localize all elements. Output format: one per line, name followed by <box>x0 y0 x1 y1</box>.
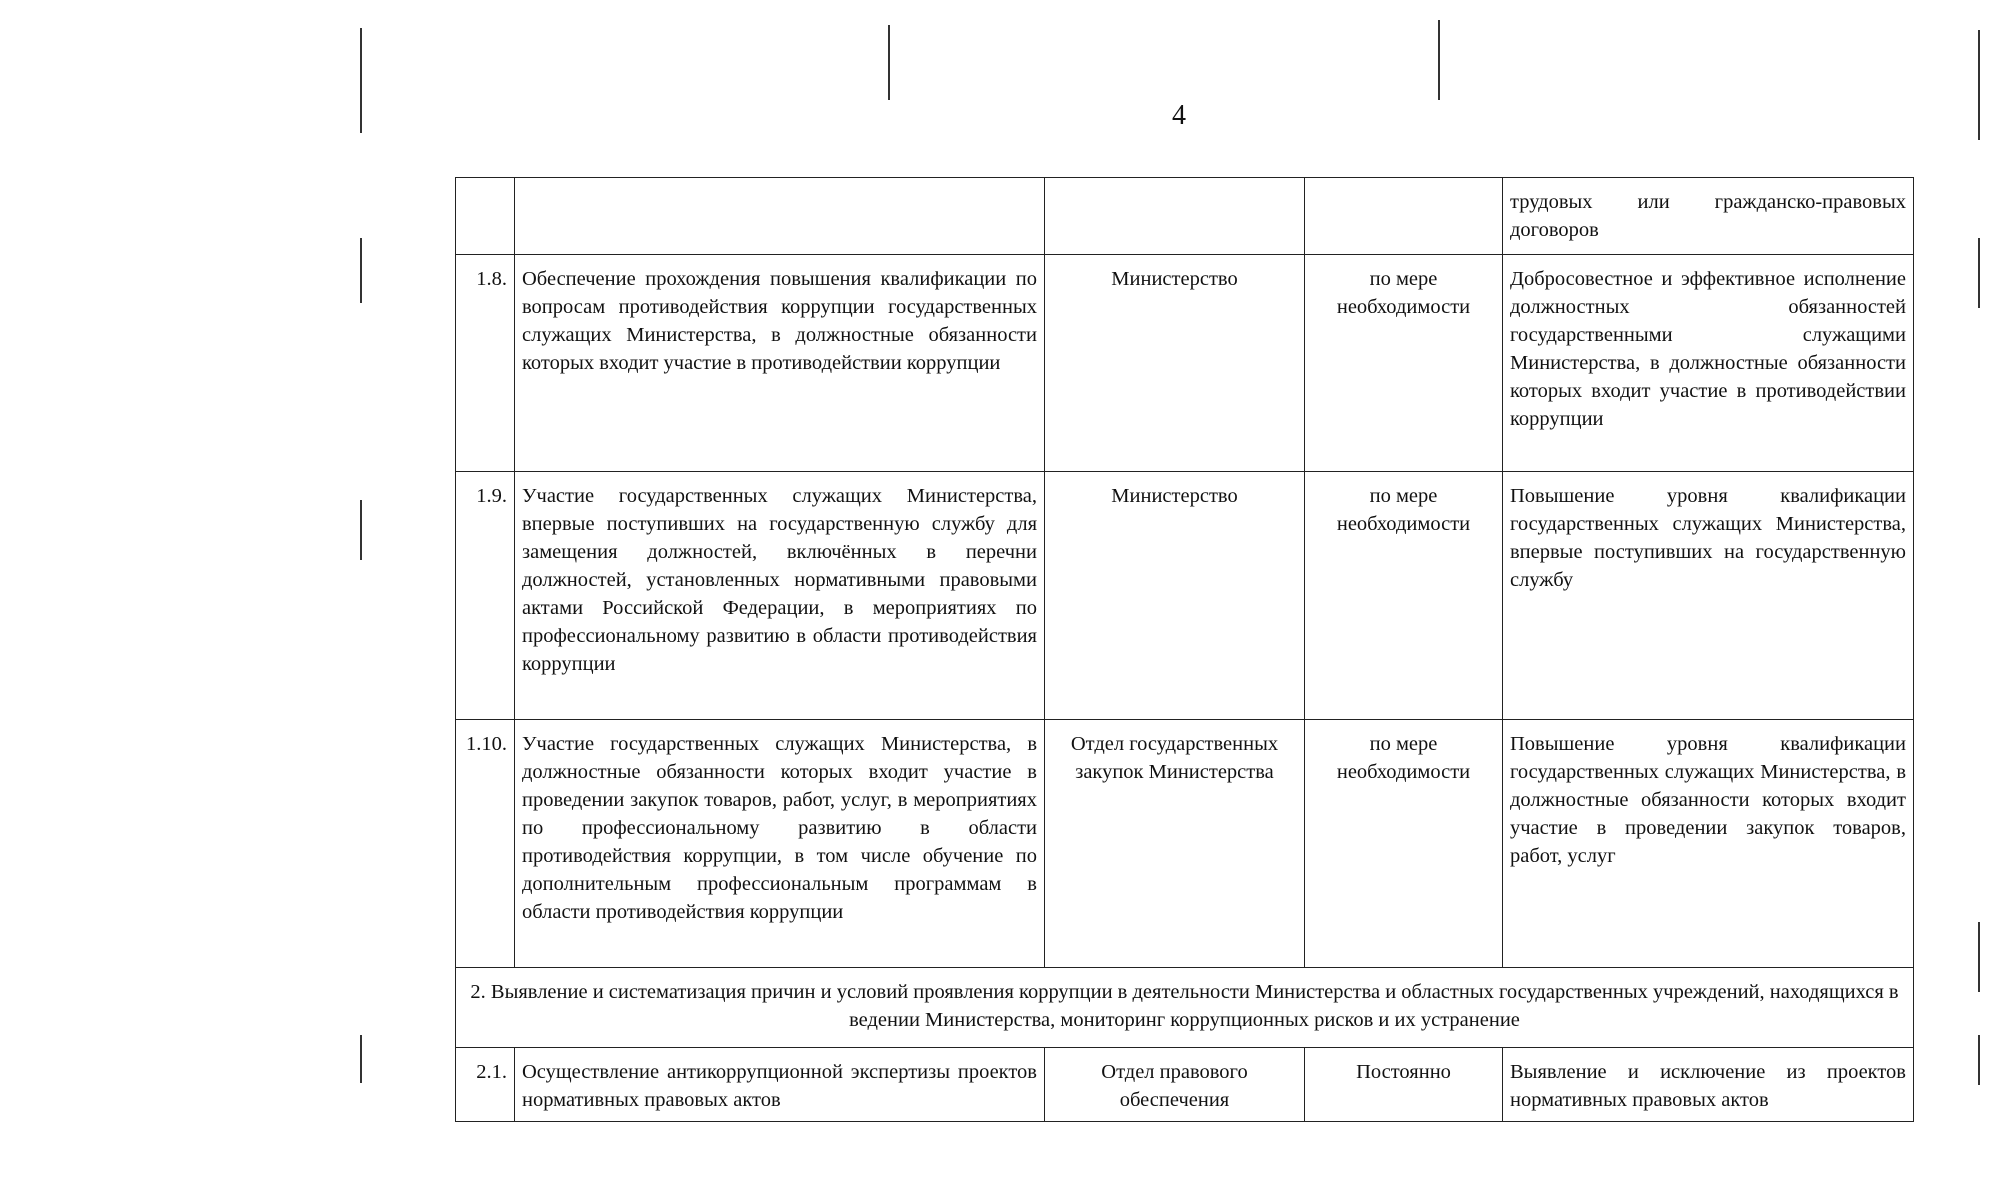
term-cell: по мере необходимости <box>1305 472 1503 720</box>
term-cell: по мере необходимости <box>1305 255 1503 472</box>
scan-artifact-line <box>360 1035 362 1083</box>
event-cell: Обеспечение прохождения повышения квалификации по вопросам противодействия коррупции государственных служащих Министерства, в должностные обязанности которых входит участие в противодействии коррупции <box>515 255 1045 472</box>
row-number-cell: 1.10. <box>456 720 515 968</box>
executor-cell <box>1045 178 1305 255</box>
table-row <box>456 720 1914 968</box>
table-row <box>456 178 1914 255</box>
row-number-cell: 1.8. <box>456 255 515 472</box>
table-row <box>456 472 1914 720</box>
executor-cell: Отдел государственных закупок Министерства <box>1045 720 1305 968</box>
scan-artifact-line <box>888 25 890 100</box>
result-cell: Повышение уровня квалификации государственных служащих Министерства, впервые поступивших на государственную службу <box>1503 472 1914 720</box>
scan-artifact-line <box>1978 30 1980 140</box>
section-heading: 2. Выявление и систематизация причин и условий проявления коррупции в деятельности Министерства и областных государственных учреждений, находящихся в ведении Министерства, мониторинг коррупционных рисков и их устранение <box>456 968 1914 1048</box>
result-cell: трудовых или гражданско-правовых договоров <box>1503 178 1914 255</box>
plan-table <box>455 177 1914 1122</box>
row-number-cell <box>456 178 515 255</box>
row-number-cell: 1.9. <box>456 472 515 720</box>
scan-artifact-line <box>360 500 362 560</box>
row-number-cell: 2.1. <box>456 1048 515 1122</box>
result-cell: Добросовестное и эффективное исполнение должностных обязанностей государственными служащими Министерства, в должностные обязанности которых входит участие в противодействии коррупции <box>1503 255 1914 472</box>
executor-cell: Министерство <box>1045 472 1305 720</box>
event-cell: Участие государственных служащих Министерства, в должностные обязанности которых входит участие в проведении закупок товаров, работ, услуг, в мероприятиях по профессиональному развитию в области противодействия коррупции, в том числе обучение по дополнительным профессиональным программам в области противодействия коррупции <box>515 720 1045 968</box>
result-cell: Повышение уровня квалификации государственных служащих Министерства, в должностные обязанности которых входит участие в проведении закупок товаров, работ, услуг <box>1503 720 1914 968</box>
executor-cell: Министерство <box>1045 255 1305 472</box>
result-cell: Выявление и исключение из проектов нормативных правовых актов <box>1503 1048 1914 1122</box>
term-cell <box>1305 178 1503 255</box>
scan-artifact-line <box>1978 922 1980 992</box>
scan-artifact-line <box>360 238 362 303</box>
section-header-row <box>456 968 1914 1048</box>
table-row <box>456 1048 1914 1122</box>
scan-artifact-line <box>360 28 362 133</box>
event-cell: Участие государственных служащих Министерства, впервые поступивших на государственную службу для замещения должностей, включённых в перечни должностей, установленных нормативными правовыми актами Российской Федерации, в мероприятиях по профессиональному развитию в области противодействия коррупции <box>515 472 1045 720</box>
table-row <box>456 255 1914 472</box>
scan-artifact-line <box>1978 238 1980 308</box>
event-cell: Осуществление антикоррупционной экспертизы проектов нормативных правовых актов <box>515 1048 1045 1122</box>
term-cell: по мере необходимости <box>1305 720 1503 968</box>
term-cell: Постоянно <box>1305 1048 1503 1122</box>
event-cell <box>515 178 1045 255</box>
executor-cell: Отдел правового обеспечения <box>1045 1048 1305 1122</box>
scan-artifact-line <box>1438 20 1440 100</box>
scan-artifact-line <box>1978 1035 1980 1085</box>
page-number: 4 <box>1172 100 1186 131</box>
